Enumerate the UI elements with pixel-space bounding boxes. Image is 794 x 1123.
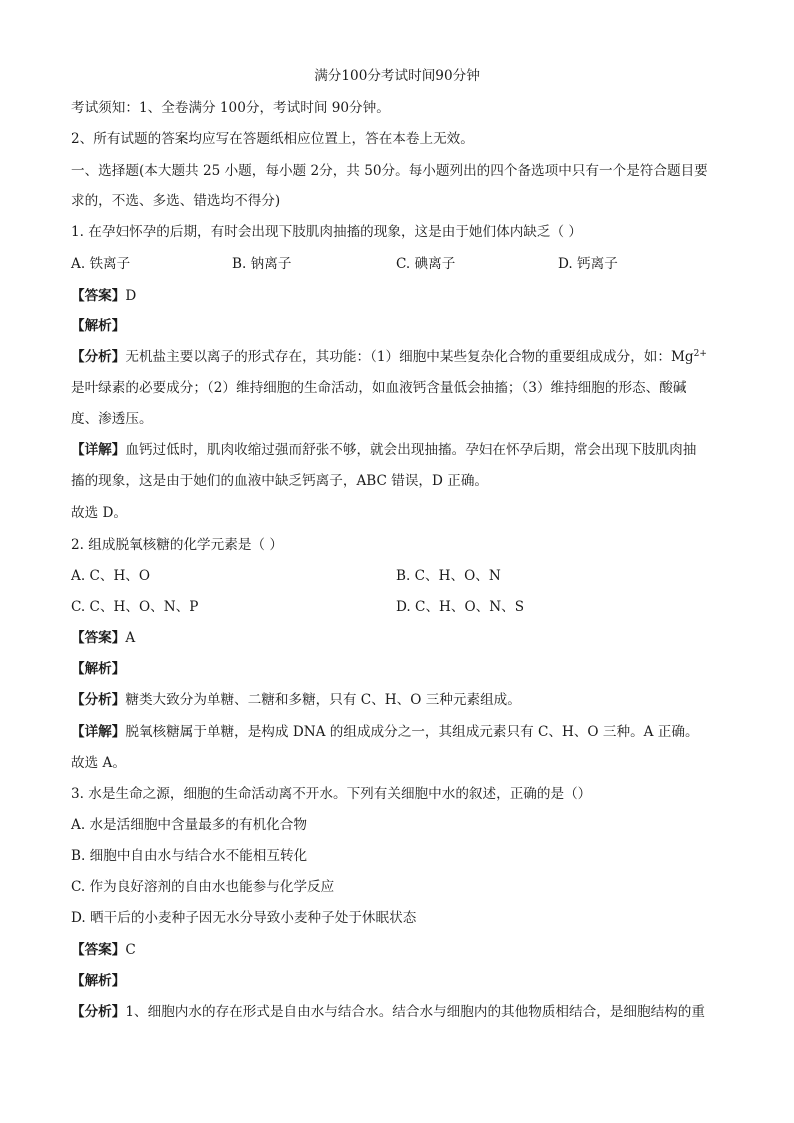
q3-option-b: B. 细胞中自由水与结合水不能相互转化 — [71, 848, 308, 864]
q3-fenxi-text: 1、细胞内水的存在形式是自由水与结合水。结合水与细胞内的其他物质相结合，是细胞结构的重 — [125, 1004, 705, 1020]
q2-fenxi — [71, 690, 734, 710]
q3-option-c: C. 作为良好溶剂的自由水也能参与化学反应 — [71, 879, 335, 895]
xiangjie-tag: 【详解】 — [71, 442, 126, 458]
exam-notice-2: 2、所有试题的答案均应写在答题纸相应位置上，答在本卷上无效。 — [71, 131, 474, 147]
analysis-tag: 【解析】 — [71, 661, 126, 677]
q1-fenxi-text-1: 无机盐主要以离子的形式存在，其功能：（1）细胞中某些复杂化合物的重要组成成分，如：Mg — [125, 349, 694, 365]
q2-answer-value: A — [125, 630, 136, 646]
q3-fenxi — [71, 1002, 734, 1022]
fenxi-tag: 【分析】 — [71, 1004, 126, 1020]
answer-tag: 【答案】 — [71, 942, 126, 958]
q2-fenxi-text: 糖类大致分为单糖、二糖和多糖，只有 C、H、O 三种元素组成。 — [125, 692, 521, 708]
q2-stem: 2. 组成脱氧核糖的化学元素是（ ） — [71, 537, 283, 553]
q3-answer-value: C — [125, 942, 136, 958]
section-header-line-2: 求的，不选、多选、错选均不得分) — [71, 193, 281, 209]
q1-option-a: A. 铁离子 — [71, 256, 131, 272]
q1-xiangjie-text-1: 血钙过低时，肌肉收缩过强而舒张不够，就会出现抽搐。孕妇在怀孕后期，常会出现下肢肌肉抽 — [125, 442, 697, 458]
q1-analysis-tag — [71, 316, 734, 336]
q3-analysis-tag — [71, 971, 734, 991]
q2-option-b: B. C、H、O、N — [396, 568, 501, 584]
q1-answer — [71, 286, 734, 306]
q2-xiangjie — [71, 722, 734, 742]
exam-notice-1: 考试须知：1、全卷满分 100分，考试时间 90分钟。 — [71, 100, 390, 116]
q1-fenxi-line-1 — [71, 347, 734, 367]
q1-option-d: D. 钙离子 — [558, 256, 618, 272]
fenxi-tag: 【分析】 — [71, 692, 126, 708]
fenxi-tag: 【分析】 — [71, 349, 126, 365]
q1-fenxi-superscript: 2+ — [693, 349, 707, 359]
q2-answer — [71, 628, 734, 648]
q2-option-c: C. C、H、O、N、P — [71, 599, 199, 615]
section-header-line-1: 一、选择题(本大题共 25 小题，每小题 2分，共 50分。每小题列出的四个备选项中只有一个是符合题目要 — [71, 163, 708, 179]
q2-xiangjie-text: 脱氧核糖属于单糖，是构成 DNA 的组成成分之一，其组成元素只有 C、H、O 三种。A 正确。 — [125, 724, 699, 740]
q1-fenxi-line-2: 是叶绿素的必要成分；（2）维持细胞的生命活动，如血液钙含量低会抽搐；（3）维持细胞的形态、酸碱 — [71, 380, 687, 396]
q1-answer-value: D — [125, 288, 137, 304]
answer-tag: 【答案】 — [71, 288, 126, 304]
q3-option-d: D. 晒干后的小麦种子因无水分导致小麦种子处于休眠状态 — [71, 910, 417, 926]
q3-stem: 3. 水是生命之源，细胞的生命活动离不开水。下列有关细胞中水的叙述，正确的是（） — [71, 786, 592, 802]
q3-answer — [71, 940, 734, 960]
q1-fenxi-line-3: 度、渗透压。 — [71, 411, 153, 427]
answer-tag: 【答案】 — [71, 630, 126, 646]
q1-conclusion: 故选 D。 — [71, 505, 128, 521]
xiangjie-tag: 【详解】 — [71, 724, 126, 740]
q1-xiangjie-line-2: 搐的现象，这是由于她们的血液中缺乏钙离子，ABC 错误，D 正确。 — [71, 473, 489, 489]
analysis-tag: 【解析】 — [71, 318, 126, 334]
q1-option-b: B. 钠离子 — [232, 256, 292, 272]
q1-stem: 1. 在孕妇怀孕的后期，有时会出现下肢肌肉抽搐的现象，这是由于她们体内缺乏（ ） — [71, 224, 582, 240]
q3-option-a: A. 水是活细胞中含量最多的有机化合物 — [71, 817, 307, 833]
q2-option-a: A. C、H、O — [71, 568, 151, 584]
q2-analysis-tag — [71, 659, 734, 679]
page-title: 满分100分考试时间90分钟 — [314, 68, 480, 84]
q1-xiangjie-line-1 — [71, 440, 734, 460]
q2-option-d: D. C、H、O、N、S — [396, 599, 525, 615]
q1-option-c: C. 碘离子 — [396, 256, 456, 272]
q2-conclusion: 故选 A。 — [71, 755, 126, 771]
analysis-tag: 【解析】 — [71, 973, 126, 989]
